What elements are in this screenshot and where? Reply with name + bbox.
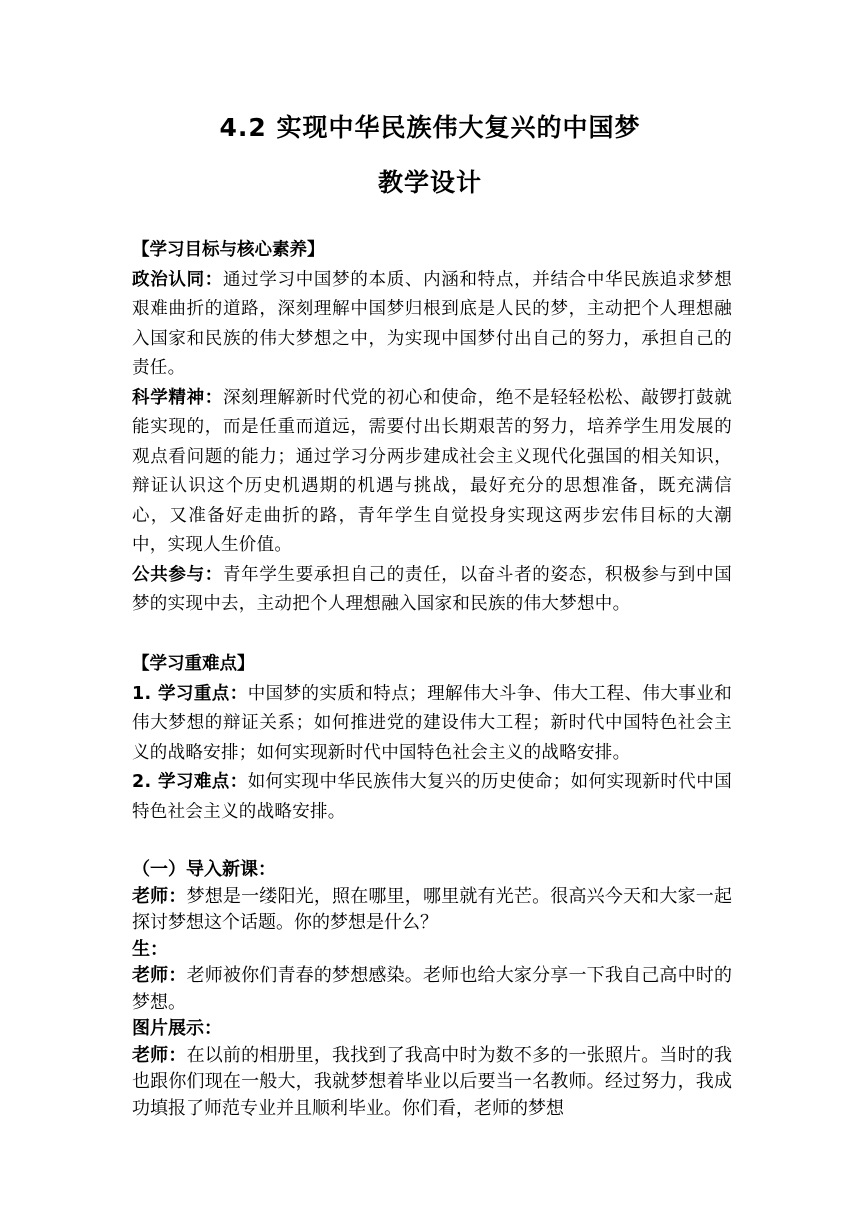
goal-text: 通过学习中国梦的本质、内涵和特点，并结合中华民族追求梦想艰难曲折的道路，深刻理解中国梦归根到底是人民的梦，主动把个人理想融入国家和民族的伟大梦想之中，为实现中国梦付出自己的努力，承担自己的责任。 — [132, 269, 732, 378]
goal-text: 深刻理解新时代党的初心和使命，绝不是轻轻松松、敲锣打鼓就能实现的，而是任重而道远，需要付出长期艰苦的努力，培养学生用发展的观点看问题的能力；通过学习分两步建成社会主义现代化强国的相关知识，辩证认识这个历史机遇期的机遇与挑战，最好充分的思想准备，既充满信心，又准备好走曲折的路，青年学生自觉投身实现这两步宏伟目标的大潮中，实现人生价值。 — [132, 387, 732, 555]
speaker-label: 老师： — [132, 965, 187, 986]
goal-label: 政治认同： — [132, 269, 223, 290]
speaker-label: 老师： — [132, 885, 187, 907]
speaker-label: 图片展示： — [132, 1018, 222, 1039]
dialogue-text: 在以前的相册里，我找到了我高中时为数不多的一张照片。当时的我也跟你们现在一般大，我就梦想着毕业以后要当一名教师。经过努力，我成功填报了师范专业并且顺利毕业。你们看，老师的梦想 — [132, 1044, 732, 1119]
dialogue-text: 梦想是一缕阳光，照在哪里，哪里就有光芒。很高兴今天和大家一起探讨梦想这个话题。你的梦想是什么？ — [132, 885, 732, 933]
lesson-intro-section — [132, 857, 732, 1122]
dialogue-text: 老师被你们青春的梦想感染。老师也给大家分享一下我自己高中时的梦想。 — [132, 965, 732, 1013]
lesson-intro-heading: （一）导入新课： — [132, 859, 276, 880]
goal-political-identity — [132, 266, 732, 384]
learning-goals-section — [132, 236, 732, 620]
key-point-label: 2. 学习难点： — [132, 772, 248, 792]
speaker-label: 生： — [132, 938, 168, 960]
key-point-focus — [132, 680, 732, 769]
key-point-text: 中国梦的实质和特点；理解伟大斗争、伟大工程、伟大事业和伟大梦想的辩证关系；如何推进党的建设伟大工程；新时代中国特色社会主义的战略安排；如何实现新时代中国特色社会主义的战略安排。 — [132, 683, 732, 763]
dialogue-line — [132, 937, 732, 964]
document-title: 4.2 实现中华民族伟大复兴的中国梦 — [219, 113, 641, 142]
key-points-section — [132, 650, 732, 827]
goal-scientific-spirit — [132, 384, 732, 561]
learning-goals-heading: 【学习目标与核心素养】 — [132, 240, 325, 260]
key-point-difficulty — [132, 768, 732, 827]
speaker-label: 老师： — [132, 1044, 187, 1066]
goal-label: 公共参与： — [132, 564, 223, 585]
key-point-text: 如何实现中华民族伟大复兴的历史使命；如何实现新时代中国特色社会主义的战略安排。 — [132, 772, 732, 822]
key-point-label: 1. 学习重点： — [132, 683, 248, 704]
goal-public-participation — [132, 561, 732, 620]
key-points-heading: 【学习重难点】 — [132, 654, 255, 674]
dialogue-line — [132, 884, 732, 937]
goal-text: 青年学生要承担自己的责任，以奋斗者的姿态，积极参与到中国梦的实现中去，主动把个人理想融入国家和民族的伟大梦想中。 — [132, 564, 732, 614]
dialogue-line — [132, 963, 732, 1016]
goal-label: 科学精神： — [132, 387, 223, 408]
dialogue-line — [132, 1043, 732, 1123]
document-subtitle: 教学设计 — [377, 168, 482, 197]
dialogue-line — [132, 1016, 732, 1043]
